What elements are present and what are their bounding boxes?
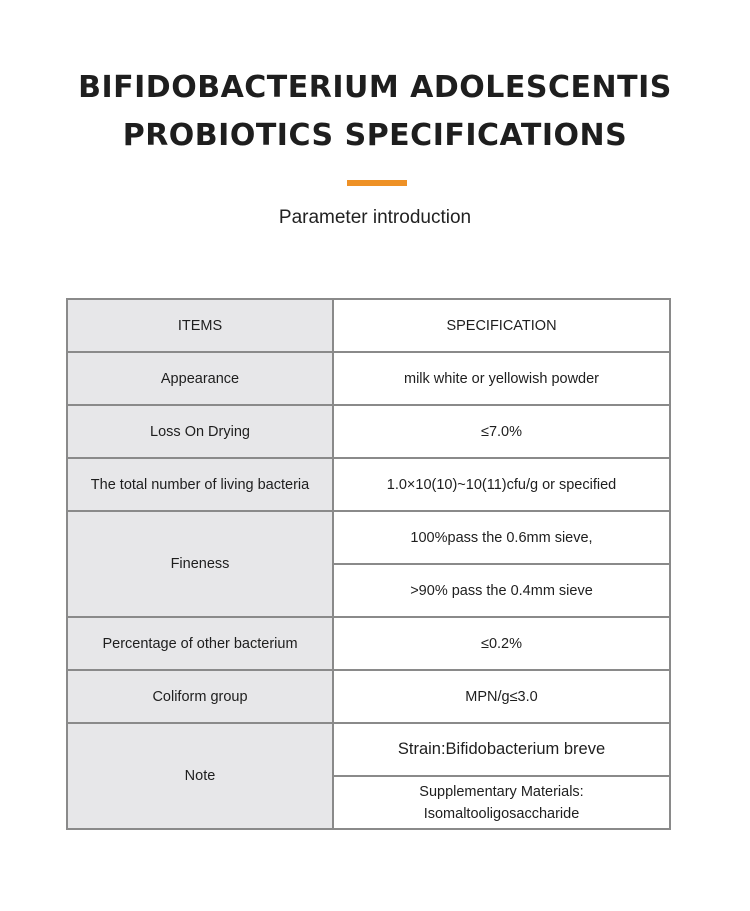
column-header-items: ITEMS (67, 299, 333, 352)
table-row (67, 511, 670, 564)
row-value-fineness-2: >90% pass the 0.4mm sieve (333, 564, 670, 617)
row-label-other-bacterium: Percentage of other bacterium (67, 617, 333, 670)
table-row (67, 352, 670, 405)
section-subtitle: Parameter introduction (278, 207, 472, 228)
supplementary-label: Supplementary Materials: (419, 783, 584, 800)
row-label-coliform: Coliform group (67, 670, 333, 723)
table-header-row (67, 299, 670, 352)
row-label-living-bacteria: The total number of living bacteria (67, 458, 333, 511)
table-row (67, 405, 670, 458)
row-value-fineness-1: 100%pass the 0.6mm sieve, (333, 511, 670, 564)
page-title-line-1: BIFIDOBACTERIUM ADOLESCENTIS (78, 70, 672, 105)
page-title-line-2: PROBIOTICS SPECIFICATIONS (122, 118, 628, 153)
row-value-note-supplementary (333, 776, 670, 829)
row-value-living-bacteria: 1.0×10(10)~10(11)cfu/g or specified (333, 458, 670, 511)
row-value-loss-on-drying: ≤7.0% (333, 405, 670, 458)
supplementary-value: Isomaltooligosaccharide (423, 805, 580, 822)
specification-table (66, 298, 671, 830)
row-label-loss-on-drying: Loss On Drying (67, 405, 333, 458)
row-value-other-bacterium: ≤0.2% (333, 617, 670, 670)
accent-divider (347, 180, 407, 186)
table-row (67, 617, 670, 670)
row-label-appearance: Appearance (67, 352, 333, 405)
row-value-coliform: MPN/g≤3.0 (333, 670, 670, 723)
row-label-fineness: Fineness (67, 511, 333, 617)
row-value-note-strain: Strain:Bifidobacterium breve (333, 723, 670, 776)
table-row (67, 458, 670, 511)
column-header-specification: SPECIFICATION (333, 299, 670, 352)
table-row (67, 670, 670, 723)
row-label-note: Note (67, 723, 333, 829)
row-value-appearance: milk white or yellowish powder (333, 352, 670, 405)
table-row (67, 723, 670, 776)
